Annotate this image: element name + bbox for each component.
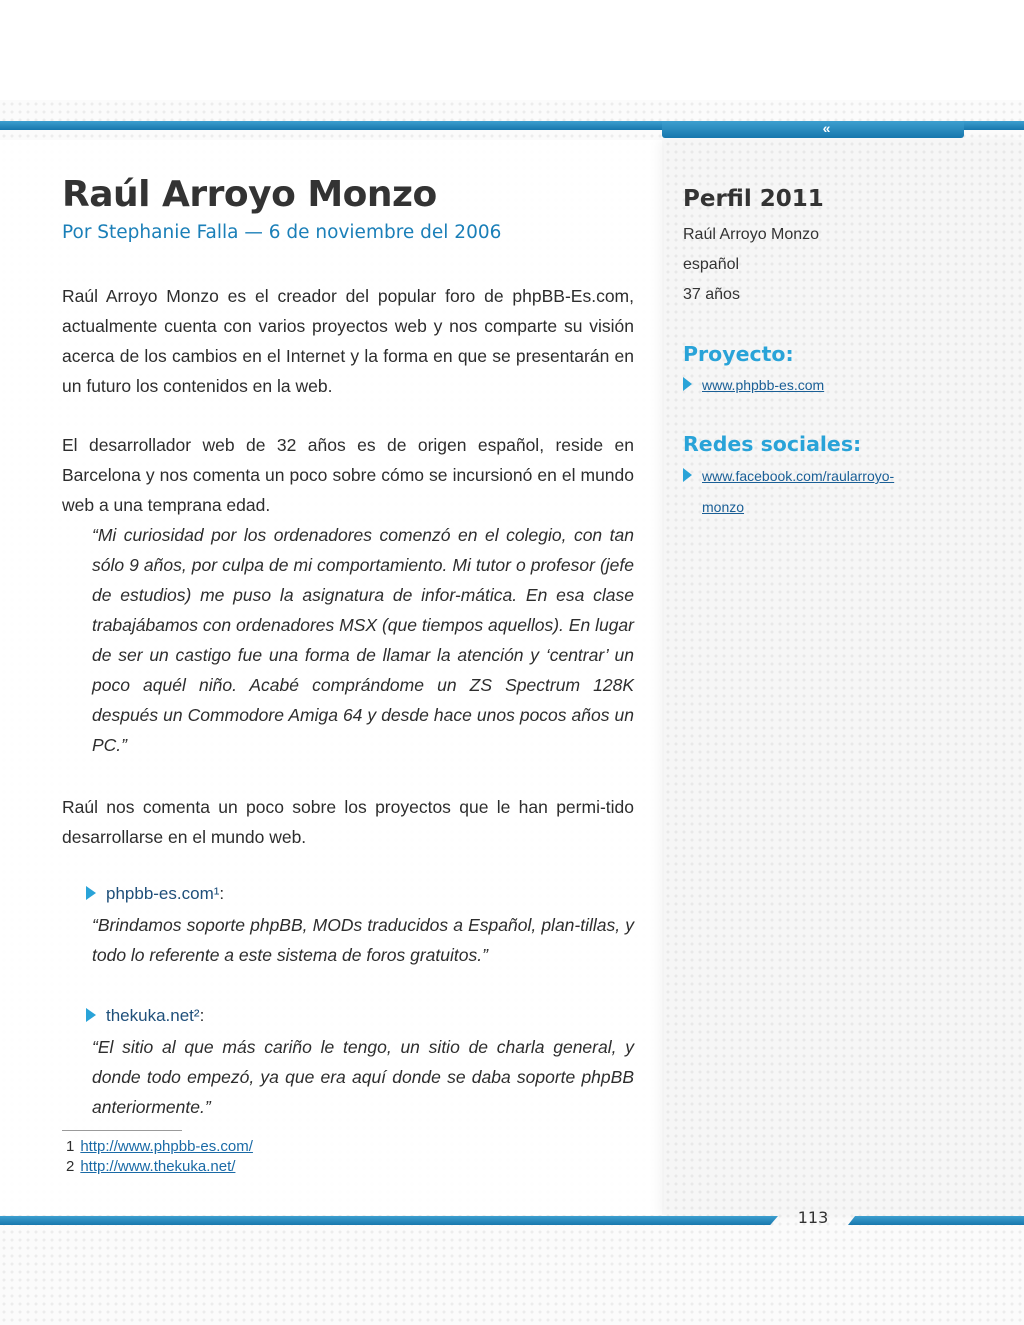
footer-bar-left — [0, 1216, 778, 1225]
project-colon: : — [199, 1006, 205, 1025]
footnote-link[interactable]: http://www.thekuka.net/ — [80, 1158, 236, 1175]
bullet-arrow-icon — [683, 377, 692, 391]
project-link-item — [683, 370, 824, 401]
social-link-item — [683, 461, 933, 523]
project-quote: “Brindamos soporte phpBB, MODs traducidos a Español, plan-tillas, y todo lo referente a este sistema de foros gratuitos.” — [92, 915, 634, 965]
project-name: thekuka.net² — [106, 1006, 200, 1025]
footnote-2 — [66, 1158, 235, 1175]
project-name: phpbb-es.com¹ — [106, 884, 220, 903]
profile-title: Perfil 2011 — [683, 186, 824, 212]
project-quote: “El sitio al que más cariño le tengo, un sitio de charla general, y donde todo empezó, ya que era aquí donde se daba soporte phpBB anteriormente.” — [92, 1037, 634, 1117]
profile-language: español — [683, 256, 740, 273]
sidebar-tab — [662, 121, 964, 138]
project-colon: : — [219, 884, 225, 903]
footnote-number: 2 — [66, 1158, 75, 1175]
article-byline: Por Stephanie Falla — 6 de noviembre del 2006 — [62, 222, 502, 243]
top-margin — [0, 0, 1024, 100]
projects-intro-paragraph: Raúl nos comenta un poco sobre los proyectos que le han permi-tido desarrollarse en el mundo web. — [62, 797, 634, 847]
footer-bar-right — [848, 1216, 1024, 1225]
social-link[interactable]: www.facebook.com/raularroyo- — [702, 468, 895, 484]
profile-name: Raúl Arroyo Monzo — [683, 226, 820, 243]
bullet-arrow-icon — [86, 1008, 96, 1022]
project-item-phpbb-es — [86, 884, 224, 904]
footnote-link[interactable]: http://www.phpbb-es.com/ — [80, 1138, 253, 1155]
page-number: 113 — [797, 1208, 829, 1227]
social-heading: Redes sociales: — [683, 432, 862, 456]
profile-age: 37 años — [683, 286, 740, 303]
project-link[interactable]: www.phpbb-es.com — [702, 377, 825, 393]
background-paragraph: El desarrollador web de 32 años es de origen español, reside en Barcelona y nos comenta un poco sobre cómo se incursionó en el mundo web a una temprana edad. — [62, 435, 634, 515]
article-title: Raúl Arroyo Monzo — [62, 174, 437, 215]
interview-quote: “Mi curiosidad por los ordenadores comenzó en el colegio, con tan sólo 9 años, por culpa de mi comportamiento. Mi tutor o profesor (jefe de estudios) me puso la asignatura de infor-mática. En esa clase trabajábamos con ordenadores MSX (que tiempos aquellos). En lugar de ser un castigo fue una forma de llamar la atención y ‘centrar’ un poco aquél niño. Acabé comprándome un ZS Spectrum 128K después un Commodore Amiga 64 y desde hace unos pocos años un PC.” — [92, 525, 634, 755]
project-item-thekuka — [86, 1006, 204, 1026]
footnote-number: 1 — [66, 1138, 75, 1155]
footnote-1 — [66, 1138, 253, 1155]
footnote-divider — [62, 1130, 182, 1131]
project-heading: Proyecto: — [683, 342, 794, 366]
double-chevron-left-icon: « — [822, 120, 828, 136]
bullet-arrow-icon — [86, 886, 96, 900]
intro-paragraph: Raúl Arroyo Monzo es el creador del popular foro de phpBB-Es.com, actualmente cuenta con varios proyectos web y nos comparte su visión acerca de los cambios en el Internet y la forma en que se presentarán en un futuro los contenidos en la web. — [62, 286, 634, 396]
social-link-continued[interactable]: monzo — [702, 499, 745, 515]
bullet-arrow-icon — [683, 468, 692, 482]
